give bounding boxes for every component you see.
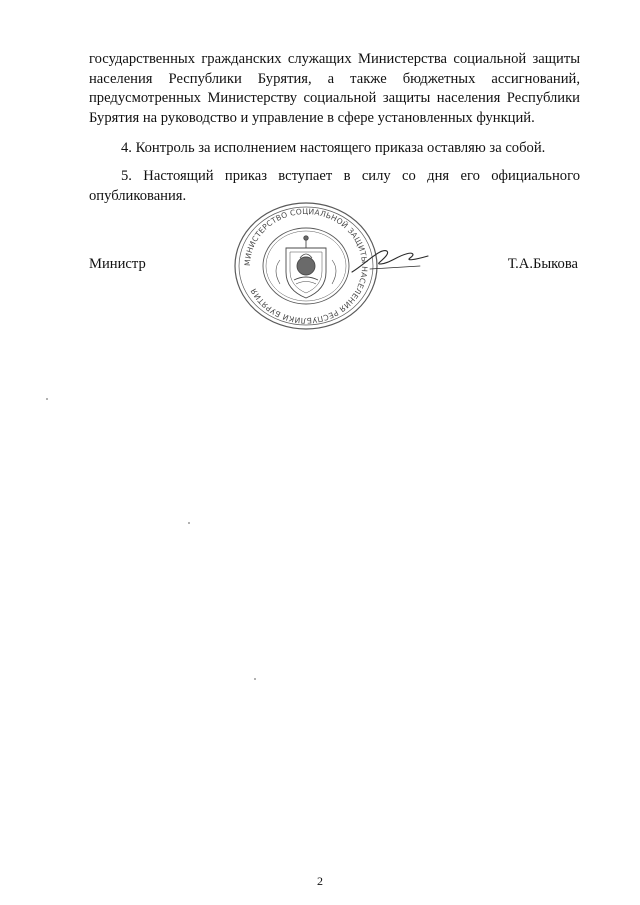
signatory-title: Министр <box>89 256 146 272</box>
scan-speck <box>46 398 48 400</box>
page-number: 2 <box>317 874 323 888</box>
paragraph-item-4: 4. Контроль за исполнением настоящего приказа оставляю за собой. <box>121 140 546 156</box>
scan-speck <box>254 678 256 680</box>
signatory-name: Т.А.Быкова <box>507 256 578 272</box>
seal-text: МИНИСТЕРСТВО СОЦИАЛЬНОЙ ЗАЩИТЫ НАСЕЛЕНИЯ РЕСПУБЛИКИ БУРЯТИЯ <box>242 206 370 326</box>
coat-of-arms-icon <box>276 236 336 298</box>
paragraph-continuation: государственных гражданских служащих Министерства социальной защиты населения Республики Бурятия, а также бюджетных ассигнований, предусмотренных Министерству социальной защиты населения Республики Бурятия на руководство и управление в сфере установленных функций. <box>89 51 580 126</box>
handwritten-signature <box>350 242 430 276</box>
paragraph-item-5: 5. Настоящий приказ вступает в силу со дня его официального опубликования. <box>89 168 580 204</box>
scan-speck <box>188 522 190 524</box>
